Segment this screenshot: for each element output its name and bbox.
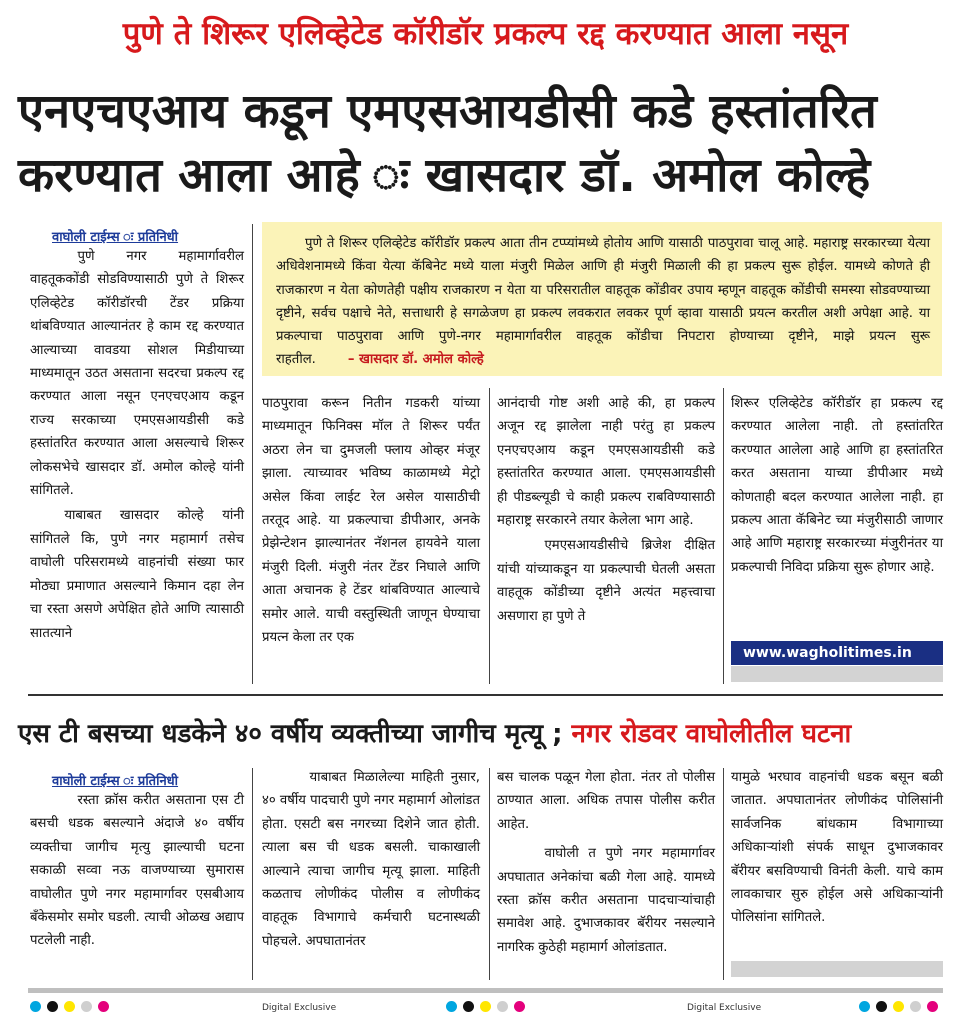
story2-column-2	[262, 766, 480, 953]
story1-column-4	[731, 392, 943, 579]
story2-headline-sub: नगर रोडवर वाघोलीतील घटना	[571, 719, 852, 749]
story1-col3-paragraph-1: आनंदाची गोष्ट अशी आहे की, हा प्रकल्प अजून रद्द झालेला नाही परंतु हा प्रकल्प एनएचएआय कडून एमएसआयडीसी कडे हस्तांतरित करण्यात आला. एमएसआयडीसी ही पीडब्ल्यूडी चे काही प्रकल्प राबविण्यासाठी महाराष्ट्र सरकारने तयार केलेला भाग आहे.	[497, 396, 715, 529]
registration-dot-magenta	[98, 1001, 109, 1012]
story1-col4-paragraph-1: शिरूर एलिव्हेटेड कॉरीडॉर हा प्रकल्प रद्द करण्यात आलेला नाही. तो हस्तांतरित करण्यात आलेला आहे आणि हा हस्तांतरित करत असताना याच्या डीपीआर मध्ये कोणताही बदल करण्यात आलेला नाही. हा प्रकल्प आता कॅबिनेट च्या मंजुरीसाठी जाणार आहे आणि महाराष्ट्र सरकारच्या मंजुरीनंतर या प्रकल्पाची निविदा प्रक्रिया सुरू होणार आहे.	[731, 396, 943, 575]
story1-byline: वाघोली टाईम्स ः प्रतिनिधी	[52, 230, 179, 245]
story2-col3-paragraph-1: बस चालक पळून गेला होता. नंतर तो पोलीस ठाण्यात आला. अधिक तपास पोलीस करीत आहेत.	[497, 770, 715, 832]
column-divider	[723, 388, 724, 684]
story2-byline: वाघोली टाईम्स ः प्रतिनिधी	[52, 774, 179, 789]
story1-headline-line2: करण्यात आला आहे ः खासदार डॉ. अमोल कोल्हे	[18, 148, 871, 203]
story2-col2-paragraph-1: याबाबत मिळालेल्या माहिती नुसार, ४० वर्षीय पादचारी पुणे नगर महामार्ग ओलांडत होता. एसटी बस नगरच्या दिशेने जात होती. त्याला बस ची धडक बसली. चाकाखाली आल्याने त्याचा जागीच मृत्यू झाला. माहिती कळताच लोणीकंद पोलीस व लोणीकंद वाहतूक विभागाचे कर्मचारी घटनास्थळी पोहचले. अपघातानंतर	[262, 770, 481, 949]
story1-column-2	[262, 392, 480, 649]
registration-dot-cyan	[859, 1001, 870, 1012]
registration-dot-yellow	[64, 1001, 75, 1012]
story2-column-1	[30, 789, 244, 953]
story2-column-4	[731, 766, 943, 930]
registration-dot-gray	[497, 1001, 508, 1012]
story1-headline-line1: एनएचएआय कडून एमएसआयडीसी कडे हस्तांतरित	[18, 84, 877, 139]
story1-column-1	[30, 245, 244, 645]
story1-quote-text: पुणे ते शिरूर एलिव्हेटेड कॉरीडॉर प्रकल्प आता तीन टप्प्यांमध्ये होतोय आणि यासाठी पाठपुरावा चालू आहे. महाराष्ट्र सरकारच्या येत्या अधिवेशनामध्ये किंवा येत्या कॅबिनेट मध्ये याला मंजुरी मिळेल आणि ही मंजुरी मिळाली की हा प्रकल्प सुरू होईल. यामध्ये कोणते ही राजकारण न येता कोणतेही पक्षीय राजकारण न येता या परिसरातील वाहतूक कोंडीवर उपाय म्हणून वाहतूक कोंडीची समस्या सोडवण्याच्या दृष्टीने, सर्वच पक्षाचे नेते, सत्ताधारी हे सगळेजण हा प्रकल्प लवकरात लवकर पूर्ण व्हावा यासाठी प्रयत्न करतील अशी अपेक्षा आहे. या प्रकल्पाचा पाठपुरावा आणि पुणे-नगर महामार्गावरील वाहतूक कोंडीचा निपटारा होण्याच्या दृष्टीने, माझे प्रयत्न सुरू राहतील.	[276, 236, 930, 368]
footer-rule	[28, 988, 943, 993]
story1-col1-paragraph-2: याबाबत खासदार कोल्हे यांनी सांगितले कि, पुणे नगर महामार्ग तसेच वाघोली परिसरामध्ये वाहनांची संख्या फार मोठ्या प्रमाणात असल्याने किमान दहा लेन चा रस्ता असणे अपेक्षित होते आणि त्यासाठी सातत्याने	[30, 508, 244, 641]
story1-col2-paragraph-1: पाठपुरावा करून नितीन गडकरी यांच्या माध्यमातून फिनिक्स मॉल ते शिरूर पर्यंत अठरा लेन चा दुमजली फ्लाय ओव्हर मंजूर झाला. त्याच्यावर भविष्य काळामध्ये मेट्रो असेल किंवा लाईट रेल असेल यासाठीची तरतूद आहे. या प्रकल्पाचा डीपीआर, अनके प्रेझेन्टेशन झाल्यानंतर नॅशनल हायवेने याला मंजुरी दिली. मंजुरी नंतर टेंडर निघाले आणि आता अचानक हे टेंडर थांबविण्यात आल्याचे समोर आले. याची वस्तुस्थिती जाणून घेण्याचा प्रयत्न केला तर एक	[262, 396, 480, 646]
registration-dot-magenta	[927, 1001, 938, 1012]
registration-dot-cyan	[30, 1001, 41, 1012]
story2-col3-paragraph-2: वाघोली त पुणे नगर महामार्गावर अपघातात अनेकांचा बळी गेला आहे. यामध्ये रस्ता क्रॉस करीत असताना पादचाऱ्यांचाही समावेश आहे. दुभाजकावर बॅरीयर नसल्याने नागरिक कुठेही महामार्ग ओलांडतात.	[497, 846, 715, 955]
story2-headline	[18, 714, 958, 754]
gray-band	[731, 666, 943, 682]
column-divider	[489, 388, 490, 684]
section-divider	[28, 694, 943, 696]
column-divider	[252, 224, 253, 684]
story1-col3-paragraph-2: एमएसआयडीसीचे ब्रिजेश दीक्षित यांची यांच्याकडून या प्रकल्पाची घेतली असता वाहतूक कोंडीच्या दृष्टीने अत्यंत महत्त्वाचा असणारा हा पुणे ते	[497, 538, 715, 624]
story1-headline	[18, 80, 958, 208]
registration-dot-black	[47, 1001, 58, 1012]
story1-quote-signature: – खासदार डॉ. अमोल कोल्हे	[347, 352, 484, 368]
column-divider	[252, 768, 253, 980]
footer-label-right: Digital Exclusive	[687, 1003, 762, 1013]
story2-headline-main: एस टी बसच्या धडकेने ४० वर्षीय व्यक्तीच्या जागीच मृत्यू ;	[18, 719, 563, 749]
story1-col1-paragraph-1: पुणे नगर महामार्गावरील वाहतूककोंडी सोडविण्यासाठी पुणे ते शिरूर एलिव्हेटेड कॉरीडॉरची टेंडर प्रक्रिया थांबविण्यात आल्यानंतर हे काम रद्द करण्यात आल्याच्या वावडया सोशल मिडीयाच्या माध्यमातून उठत असताना सदरचा प्रकल्प रद्द करण्यात आला नसून एनएचएआय कडून राज्य सरकाच्या एमएसआयडीसी कडे हस्तांतरित करण्यात आला असल्याचे शिरूर लोकसभेचे खासदार डॉ. अमोल कोल्हे यांनी सांगितले.	[30, 249, 244, 499]
story1-quote-box	[262, 222, 942, 376]
registration-dot-magenta	[514, 1001, 525, 1012]
registration-dot-yellow	[893, 1001, 904, 1012]
registration-dot-yellow	[480, 1001, 491, 1012]
story2-col4-paragraph-1: यामुळे भरघाव वाहनांची धडक बसून बळी जातात. अपघातानंतर लोणीकंद पोलिसांनी सार्वजनिक बांधकाम विभागाच्या अधिकाऱ्यांशी संपर्क साधून दुभाजकावर बॅरीयर बसविण्याची विनंती केली. याचे काम लावकाचार सुरु होईल असे अधिकाऱ्यांनी पोलिसांना सांगितले.	[731, 770, 943, 926]
registration-dot-black	[876, 1001, 887, 1012]
footer-label-left: Digital Exclusive	[262, 1003, 337, 1013]
story1-column-3	[497, 392, 715, 628]
registration-dot-cyan	[446, 1001, 457, 1012]
gray-band	[731, 961, 943, 977]
website-url-banner: www.wagholitimes.in	[731, 641, 943, 665]
story1-kicker: पुणे ते शिरूर एलिव्हेटेड कॉरीडॉर प्रकल्प रद्द करण्यात आला नसून	[122, 16, 849, 52]
registration-dot-gray	[81, 1001, 92, 1012]
registration-dot-black	[463, 1001, 474, 1012]
story2-col1-paragraph-1: रस्ता क्रॉस करीत असताना एस टी बसची धडक बसल्याने अंदाजे ४० वर्षीय व्यक्तीचा जागीच मृत्यु झाल्याची घटना सकाळी सव्वा नऊ वाजण्याच्या सुमारास वाघोलीत पुणे नगर महामार्गावर एसबीआय बँकेसमोर समोर घडली. त्याची ओळख अद्याप पटलेली नाही.	[30, 793, 244, 949]
registration-dot-gray	[910, 1001, 921, 1012]
story2-column-3	[497, 766, 715, 959]
column-divider	[489, 768, 490, 980]
column-divider	[723, 768, 724, 980]
